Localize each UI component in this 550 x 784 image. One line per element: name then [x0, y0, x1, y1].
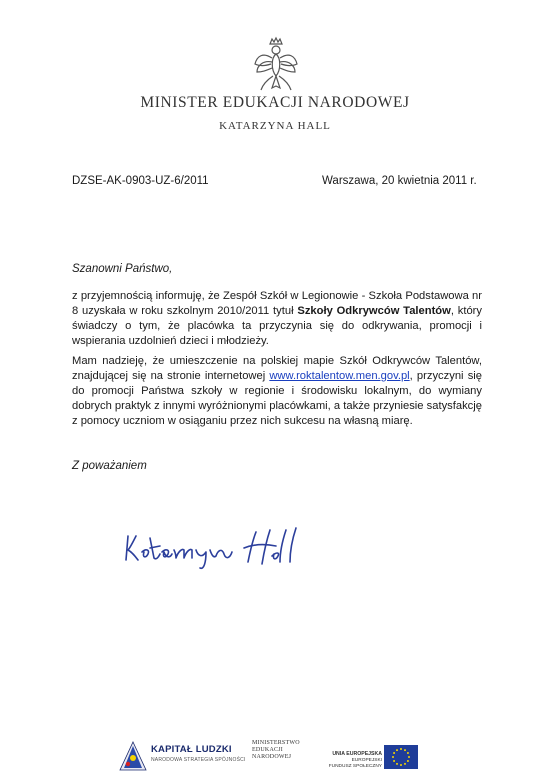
- eu-star: [400, 764, 402, 766]
- eu-flag-icon: [384, 745, 418, 769]
- eu-star: [408, 756, 410, 758]
- men-line-3: NARODOWEJ: [252, 754, 292, 760]
- eu-star: [404, 749, 406, 751]
- reference-number: DZSE-AK-0903-UZ-6/2011: [72, 175, 209, 187]
- website-link[interactable]: www.roktalentow.men.gov.pl: [269, 370, 410, 382]
- place-date: Warszawa, 20 kwietnia 2011 r.: [322, 175, 477, 187]
- men-line-2: EDUKACJI: [252, 747, 283, 753]
- eu-star: [392, 756, 394, 758]
- polish-eagle-emblem-icon: [253, 36, 299, 94]
- eu-line-2: EUROPEJSKI: [351, 758, 382, 763]
- school-title-bold: Szkoły Odkrywców Talentów: [297, 305, 451, 317]
- kapital-ludzki-subtitle: NARODOWA STRATEGIA SPÓJNOŚCI: [151, 757, 246, 763]
- eu-star: [400, 748, 402, 750]
- eu-line-3: FUNDUSZ SPOŁECZNY: [328, 764, 382, 769]
- minister-title: MINISTER EDUKACJI NARODOWEJ: [140, 94, 410, 111]
- eu-line-1: [320, 751, 382, 758]
- paragraph-1-text-a: z przyjemnością informuję, że Zespół Szkół w Legionowie - Szkoła Podstawowa nr 8 uzyskała w roku szkolnym 2010/2011 tytuł: [72, 290, 482, 317]
- eu-star: [407, 760, 409, 762]
- eu-star: [407, 752, 409, 754]
- paragraph-2-text-b: , przyczyni się do promocji Państwa szkoły w regionie i środowisku lokalnym, do wymiany dobrych praktyk z innymi wyróżnionymi placówkami, a także przyniesie satysfakcję z pomocy uczniom w osiąganiu przez nich sukcesu na własną miarę.: [72, 370, 482, 427]
- closing: Z poważaniem: [72, 460, 147, 472]
- eu-star: [396, 763, 398, 765]
- eu-star: [404, 763, 406, 765]
- paragraph-2: [72, 354, 482, 429]
- eu-star: [393, 752, 395, 754]
- minister-name: KATARZYNA HALL: [219, 120, 331, 132]
- paragraph-1-text-b: , który świadczy o tym, że placówka ta przyczynia się do odkrywania, promocji i wspierania uzdolnień dzieci i młodzieży.: [72, 305, 482, 347]
- handwritten-signature: [120, 522, 305, 572]
- men-logo-text: [252, 740, 300, 761]
- paragraph-2-text-a: Mam nadzieję, że umieszczenie na polskiej mapie Szkół Odkrywców Talentów, znajdującej się na stronie internetowej: [72, 355, 482, 382]
- men-line-1: MINISTERSTWO: [252, 740, 300, 746]
- eu-logo-text: [320, 751, 382, 770]
- kapital-ludzki-title: KAPITAŁ LUDZKI: [151, 744, 232, 755]
- paragraph-1: [72, 289, 482, 349]
- eu-line-1-text: UNIA EUROPEJSKA: [332, 751, 382, 757]
- kapital-ludzki-logo-icon: [118, 740, 148, 772]
- eu-star: [396, 749, 398, 751]
- eu-star: [393, 760, 395, 762]
- salutation: Szanowni Państwo,: [72, 263, 173, 275]
